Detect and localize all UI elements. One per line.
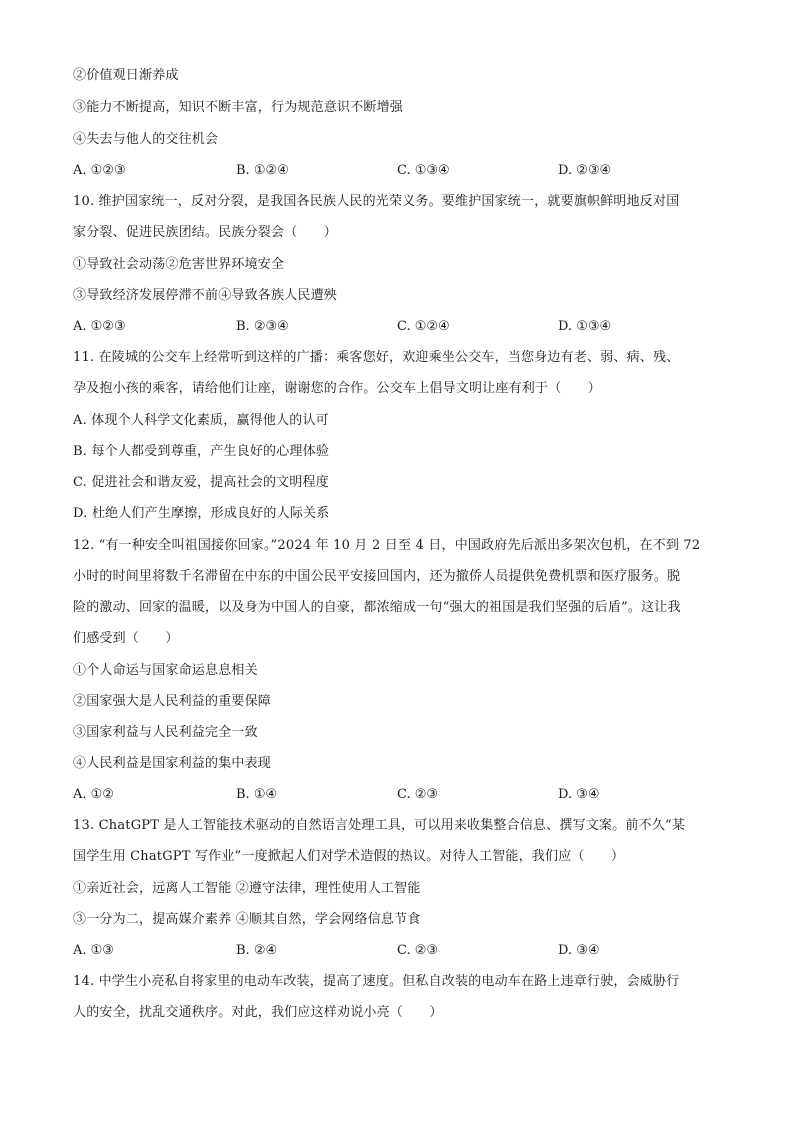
q10-option-c: C. ①②④ (397, 319, 450, 334)
q13-items-line-2: ③一分为二，提高媒介素养 ④顺其自然，学会网络信息节食 (73, 912, 421, 927)
q10-item-2: ③导致经济发展停滞不前④导致各族人民遭殃 (73, 288, 338, 303)
q9-item-4: ④失去与他人的交往机会 (73, 132, 219, 147)
q13-stem-line-1: 13. ChatGPT 是人工智能技术驱动的自然语言处理工具，可以用来收集整合信息、撰写文案。前不久“某 (73, 818, 686, 833)
q12-item-2: ②国家强大是人民利益的重要保障 (73, 694, 272, 709)
q9-item-2: ②价值观日渐养成 (73, 68, 179, 83)
q10-option-b: B. ②③④ (236, 319, 289, 334)
q12-option-b: B. ①④ (236, 787, 278, 802)
q11-option-a: A. 体现个人科学文化素质，赢得他人的认可 (73, 413, 329, 428)
q9-item-3: ③能力不断提高，知识不断丰富，行为规范意识不断增强 (73, 100, 404, 115)
q12-stem-line-3: 险的激动、回家的温暖，以及身为中国人的自豪，都浓缩成一句“强大的祖国是我们坚强的后盾”。这让我 (73, 600, 681, 615)
q12-item-1: ①个人命运与国家命运息息相关 (73, 663, 258, 678)
q13-option-c: C. ②③ (397, 943, 439, 958)
q12-item-3: ③国家利益与人民利益完全一致 (73, 725, 258, 740)
q13-option-d: D. ③④ (558, 943, 600, 958)
q11-option-d: D. 杜绝人们产生摩擦，形成良好的人际关系 (73, 506, 330, 521)
q13-items-line-1: ①亲近社会，远离人工智能 ②遵守法律，理性使用人工智能 (73, 881, 421, 896)
q13-option-b: B. ②④ (236, 943, 278, 958)
q11-option-c: C. 促进社会和谐友爱，提高社会的文明程度 (73, 475, 329, 490)
q11-option-b: B. 每个人都受到尊重，产生良好的心理体验 (73, 444, 330, 459)
q13-option-a: A. ①③ (73, 943, 114, 958)
q9-option-d: D. ②③④ (558, 163, 612, 178)
q10-stem-line-2: 家分裂、促进民族团结。民族分裂会（ ） (73, 225, 338, 240)
q14-stem-line-2: 人的安全，扰乱交通秩序。对此，我们应这样劝说小亮（ ） (73, 1005, 443, 1020)
q9-option-c: C. ①③④ (397, 163, 450, 178)
q12-item-4: ④人民利益是国家利益的集中表现 (73, 756, 272, 771)
q9-option-b: B. ①②④ (236, 163, 289, 178)
q10-option-d: D. ①③④ (558, 319, 612, 334)
q12-option-c: C. ②③ (397, 787, 439, 802)
q12-stem-line-1: 12. “有一种安全叫祖国接你回家。”2024 年 10 月 2 日至 4 日，中国政府先后派出多架次包机，在不到 72 (73, 538, 701, 553)
q12-option-d: D. ③④ (558, 787, 600, 802)
q11-stem-line-2: 孕及抱小孩的乘客，请给他们让座，谢谢您的合作。公交车上倡导文明让座有利于（ ） (73, 381, 602, 396)
q10-stem-line-1: 10. 维护国家统一，反对分裂，是我国各民族人民的光荣义务。要维护国家统一，就要旗帜鲜明地反对国 (73, 194, 680, 209)
q12-option-a: A. ①② (73, 787, 114, 802)
q14-stem-line-1: 14. 中学生小亮私自将家里的电动车改装，提高了速度。但私自改装的电动车在路上违章行驶，会威胁行 (73, 974, 680, 989)
q12-stem-line-2: 小时的时间里将数千名滞留在中东的中国公民平安接回国内，还为撤侨人员提供免费机票和医疗服务。脱 (73, 569, 681, 584)
q10-option-a: A. ①②③ (73, 319, 126, 334)
q13-stem-line-2: 国学生用 ChatGPT 写作业”一度掀起人们对学术造假的热议。对待人工智能，我们应（ ） (73, 849, 625, 864)
q12-stem-line-4: 们感受到（ ） (73, 631, 179, 646)
q11-stem-line-1: 11. 在陵城的公交车上经常听到这样的广播：乘客您好，欢迎乘坐公交车，当您身边有老、弱、病、残、 (73, 350, 680, 365)
q10-item-1: ①导致社会动荡②危害世界环境安全 (73, 257, 285, 272)
q9-option-a: A. ①②③ (73, 163, 126, 178)
